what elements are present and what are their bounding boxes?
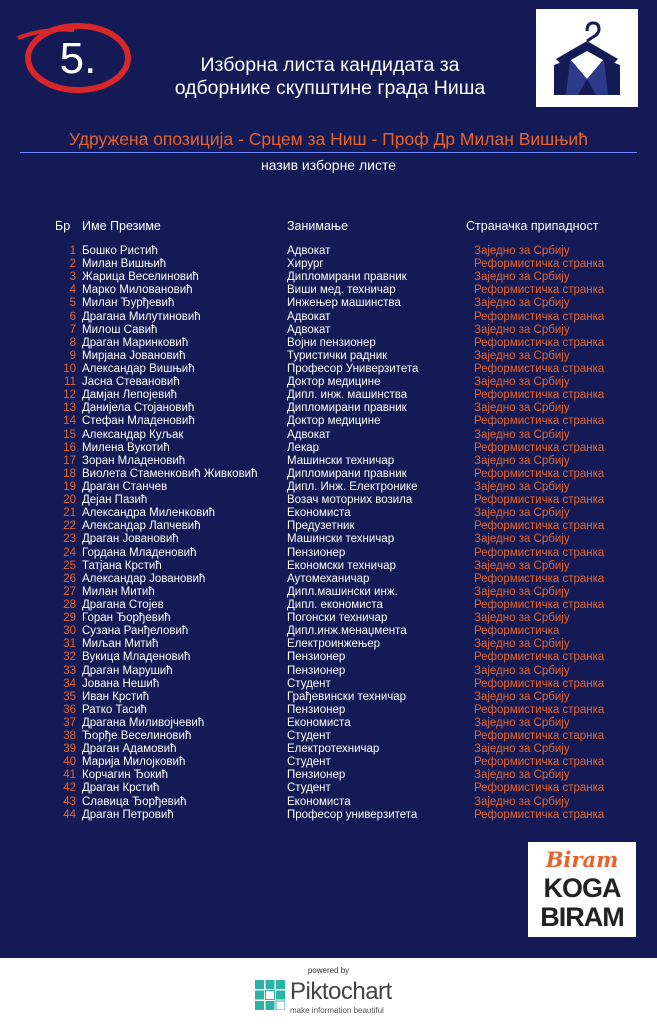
powered-by-text: powered by xyxy=(307,966,350,975)
candidate-row xyxy=(0,311,657,324)
candidate-party: Заједно за Србију xyxy=(474,716,570,729)
candidate-occupation: Машински техничар xyxy=(287,533,395,546)
candidate-number: 41 xyxy=(63,769,76,782)
candidate-occupation: Машински техничар xyxy=(287,454,395,467)
footer xyxy=(0,958,657,1024)
candidate-name: Драгана Миливојчевић xyxy=(82,716,205,729)
piktochart-logo-icon xyxy=(255,980,285,1010)
candidate-name: Ратко Тасић xyxy=(82,703,147,716)
candidate-occupation: Доктор медицине xyxy=(287,415,381,428)
candidate-row xyxy=(0,455,657,468)
candidate-row xyxy=(0,586,657,599)
list-number-logo xyxy=(14,16,134,96)
candidate-party: Заједно за Србију xyxy=(474,454,570,467)
candidate-row xyxy=(0,494,657,507)
candidate-name: Драган Станчев xyxy=(82,480,168,493)
candidate-number: 30 xyxy=(63,625,76,638)
biram-koga-biram-logo xyxy=(528,842,636,937)
candidate-occupation: Грађевински техничар xyxy=(287,690,407,703)
candidate-list xyxy=(0,245,657,822)
hanger-jacket-icon xyxy=(536,9,638,107)
candidate-party: Заједно за Србију xyxy=(474,769,570,782)
candidate-occupation: Адвокат xyxy=(287,323,331,336)
candidate-party: Заједно за Србију xyxy=(474,559,570,572)
candidate-row xyxy=(0,415,657,428)
candidate-occupation: Економиста xyxy=(287,795,351,808)
candidate-name: Александар Куљак xyxy=(82,428,184,441)
candidate-name: Александар Вишњић xyxy=(82,362,195,375)
candidate-party: Заједно за Србију xyxy=(474,664,570,677)
candidate-name: Драган Маринковић xyxy=(82,336,189,349)
candidate-row xyxy=(0,389,657,402)
column-header-name: Име Презиме xyxy=(82,219,161,233)
candidate-row xyxy=(0,324,657,337)
candidate-occupation: Пензионер xyxy=(287,664,346,677)
candidate-occupation: Адвокат xyxy=(287,245,331,257)
candidate-occupation: Хирург xyxy=(287,258,324,271)
candidate-row xyxy=(0,297,657,310)
candidate-occupation: Дипл.инж.менаџмента xyxy=(287,625,407,638)
candidate-row xyxy=(0,651,657,664)
candidate-occupation: Возач моторних возила xyxy=(287,494,413,507)
candidate-row xyxy=(0,665,657,678)
candidate-name: Милан Митић xyxy=(82,585,155,598)
candidate-row xyxy=(0,612,657,625)
candidate-row xyxy=(0,442,657,455)
piktochart-tagline: make information beautiful xyxy=(290,1006,384,1015)
candidate-number: 17 xyxy=(63,454,76,467)
candidate-occupation: Дипл. инж. машинства xyxy=(287,389,408,402)
candidate-name: Сузана Ранђеловић xyxy=(82,625,189,638)
candidate-number: 33 xyxy=(63,664,76,677)
candidate-party: Заједно за Србију xyxy=(474,402,570,415)
candidate-occupation: Инжењер машинства xyxy=(287,297,401,310)
candidate-party: Заједно за Србију xyxy=(474,480,570,493)
candidate-party: Реформистичка странка xyxy=(474,467,605,480)
candidate-name: Драган Марушић xyxy=(82,664,173,677)
candidate-row xyxy=(0,809,657,822)
candidate-party: Заједно за Србију xyxy=(474,376,570,389)
candidate-number: 19 xyxy=(63,480,76,493)
candidate-row xyxy=(0,481,657,494)
candidate-name: Бошко Ристић xyxy=(82,245,158,257)
candidate-name: Горан Ђорђевић xyxy=(82,612,171,625)
candidate-party: Заједно за Србију xyxy=(474,245,570,257)
candidate-party: Реформистичка странка xyxy=(474,284,605,297)
candidate-party: Реформистичка странка xyxy=(474,362,605,375)
candidate-party: Реформистичка странка xyxy=(474,756,605,769)
candidate-name: Татјана Крстић xyxy=(82,559,162,572)
candidate-party: Реформистичка странка xyxy=(474,677,605,690)
candidate-party: Заједно за Србију xyxy=(474,507,570,520)
candidate-occupation: Виши мед. техничар xyxy=(287,284,396,297)
candidate-number: 7 xyxy=(69,323,76,336)
candidate-party: Заједно за Србију xyxy=(474,428,570,441)
candidate-party: Реформистичка странка xyxy=(474,336,605,349)
candidate-number: 35 xyxy=(63,690,76,703)
candidate-occupation: Професор Универзитета xyxy=(287,362,419,375)
title-line-2: одборнике скупштине града Ниша xyxy=(174,77,486,99)
candidate-number: 26 xyxy=(63,572,76,585)
candidate-occupation: Војни пензионер xyxy=(287,336,376,349)
brand-line-3: BIRAM xyxy=(540,902,624,932)
candidate-name: Стефан Младеновић xyxy=(82,415,195,428)
candidate-row xyxy=(0,599,657,612)
candidate-party: Реформистичка странка xyxy=(474,441,605,454)
column-header-number: Бр xyxy=(55,219,71,233)
candidate-name: Ђорђе Веселиновић xyxy=(82,730,192,743)
candidate-name: Јасна Стевановић xyxy=(82,376,180,389)
candidate-row xyxy=(0,730,657,743)
candidate-name: Зоран Младеновић xyxy=(82,454,186,467)
candidate-name: Жарица Веселиновић xyxy=(82,271,199,284)
candidate-name: Драган Крстић xyxy=(82,782,160,795)
candidate-name: Драгана Стојев xyxy=(82,598,164,611)
electoral-list-name: Удружена опозиција - Срцем за Ниш - Проф Др Милан Вишњић xyxy=(69,129,588,149)
candidate-party: Заједно за Србију xyxy=(474,585,570,598)
candidate-number: 39 xyxy=(63,743,76,756)
candidate-number: 12 xyxy=(63,389,76,402)
brand-line-2: KOGA xyxy=(543,873,621,903)
candidate-name: Данијела Стојановић xyxy=(82,402,195,415)
candidate-occupation: Студент xyxy=(287,730,331,743)
divider xyxy=(20,152,637,153)
candidate-party: Реформистичка странка xyxy=(474,310,605,323)
candidate-party: Заједно за Србију xyxy=(474,795,570,808)
candidate-number: 23 xyxy=(63,533,76,546)
candidate-name: Вукица Младеновић xyxy=(82,651,191,664)
candidate-row xyxy=(0,560,657,573)
column-header-occupation: Занимање xyxy=(287,219,349,233)
candidate-party: Заједно за Србију xyxy=(474,533,570,546)
candidate-row xyxy=(0,337,657,350)
candidate-number: 32 xyxy=(63,651,76,664)
candidate-name: Дејан Пазић xyxy=(82,494,148,507)
candidate-name: Драган Петровић xyxy=(82,808,174,821)
candidate-name: Александар Јовановић xyxy=(82,572,206,585)
candidate-name: Драган Јовановић xyxy=(82,533,179,546)
candidate-number: 2 xyxy=(69,258,76,271)
candidate-name: Драгана Милутиновић xyxy=(82,310,201,323)
candidate-number: 43 xyxy=(63,795,76,808)
candidate-name: Милан Ђурђевић xyxy=(82,297,175,310)
candidate-row xyxy=(0,520,657,533)
candidate-number: 16 xyxy=(63,441,76,454)
candidate-occupation: Економиста xyxy=(287,507,351,520)
candidate-number: 21 xyxy=(63,507,76,520)
candidate-name: Милан Вишњић xyxy=(82,258,167,271)
candidate-row xyxy=(0,573,657,586)
candidate-occupation: Пензионер xyxy=(287,546,346,559)
candidate-occupation: Дипл. економиста xyxy=(287,598,383,611)
candidate-number: 38 xyxy=(63,730,76,743)
page-title xyxy=(140,54,520,100)
candidate-occupation: Туристички радник xyxy=(287,349,388,362)
candidate-occupation: Дипломирани правник xyxy=(287,402,407,415)
candidate-row xyxy=(0,782,657,795)
candidate-row xyxy=(0,258,657,271)
candidate-row xyxy=(0,533,657,546)
candidate-occupation: Дипломирани правник xyxy=(287,467,407,480)
candidate-occupation: Економски техничар xyxy=(287,559,396,572)
candidate-occupation: Доктор медицине xyxy=(287,376,381,389)
candidate-occupation: Професор универзитета xyxy=(287,808,418,821)
candidate-row xyxy=(0,271,657,284)
candidate-row xyxy=(0,402,657,415)
candidate-number: 5 xyxy=(69,297,76,310)
candidate-party: Заједно за Србију xyxy=(474,271,570,284)
candidate-name: Марија Милојковић xyxy=(82,756,186,769)
candidate-occupation: Лекар xyxy=(287,441,320,454)
candidate-occupation: Дипломирани правник xyxy=(287,271,407,284)
candidate-party: Реформистичка старнка xyxy=(474,730,605,743)
candidate-party: Реформистичка xyxy=(474,625,560,638)
candidate-number: 22 xyxy=(63,520,76,533)
candidate-occupation: Електроинжењер xyxy=(287,638,380,651)
candidate-row xyxy=(0,625,657,638)
title-line-1: Изборна листа кандидата за xyxy=(200,54,460,76)
candidate-number: 40 xyxy=(63,756,76,769)
candidate-number: 18 xyxy=(63,467,76,480)
candidate-party: Реформистичка странка xyxy=(474,494,605,507)
candidate-name: Александра Миленковић xyxy=(82,507,216,520)
candidate-row xyxy=(0,376,657,389)
brand-line-1: Biram xyxy=(545,847,619,872)
candidate-row xyxy=(0,704,657,717)
candidate-number: 24 xyxy=(63,546,76,559)
candidate-number: 29 xyxy=(63,612,76,625)
candidate-occupation: Аутомеханичар xyxy=(287,572,370,585)
candidate-name: Гордана Младеновић xyxy=(82,546,197,559)
candidate-name: Александар Лапчевић xyxy=(82,520,201,533)
candidate-name: Милош Савић xyxy=(82,323,158,336)
candidate-name: Мирјана Јовановић xyxy=(82,349,186,362)
candidate-occupation: Дипл. Инж. Електронике xyxy=(287,480,418,493)
candidate-row xyxy=(0,717,657,730)
candidate-number: 4 xyxy=(69,284,76,297)
hanger-badge xyxy=(536,9,638,107)
list-name-caption: назив изборне листе xyxy=(260,157,397,173)
candidate-row xyxy=(0,468,657,481)
candidate-number: 13 xyxy=(63,402,76,415)
candidate-row xyxy=(0,769,657,782)
candidate-occupation: Електротехничар xyxy=(287,743,380,756)
candidate-party: Реформистичка странка xyxy=(474,258,605,271)
candidate-number: 25 xyxy=(63,559,76,572)
candidate-party: Заједно за Србију xyxy=(474,638,570,651)
candidate-occupation: Адвокат xyxy=(287,428,331,441)
piktochart-link[interactable] xyxy=(255,978,405,1018)
candidate-party: Заједно за Србију xyxy=(474,323,570,336)
candidate-row xyxy=(0,743,657,756)
candidate-party: Реформистичка странка xyxy=(474,389,605,402)
candidate-party: Реформистичка странка xyxy=(474,651,605,664)
candidate-number: 28 xyxy=(63,598,76,611)
candidate-row xyxy=(0,284,657,297)
candidate-occupation: Погонски техничар xyxy=(287,612,388,625)
candidate-party: Реформистичка странка xyxy=(474,808,605,821)
candidate-name: Славица Ђорђевић xyxy=(82,795,187,808)
candidate-name: Виолета Стаменковић Живковић xyxy=(82,467,258,480)
candidate-occupation: Адвокат xyxy=(287,310,331,323)
candidate-number: 14 xyxy=(63,415,76,428)
column-header-party: Страначка припадност xyxy=(466,219,599,233)
candidate-row xyxy=(0,691,657,704)
candidate-party: Реформистичка странка xyxy=(474,598,605,611)
candidate-name: Дамјан Лепојевић xyxy=(82,389,178,402)
candidate-number: 27 xyxy=(63,585,76,598)
candidate-row xyxy=(0,507,657,520)
candidate-party: Заједно за Србију xyxy=(474,690,570,703)
candidate-name: Корчагин Ђокић xyxy=(82,769,168,782)
candidate-number: 34 xyxy=(63,677,76,690)
candidate-party: Реформистичка странка xyxy=(474,415,605,428)
candidate-row xyxy=(0,756,657,769)
candidate-number: 31 xyxy=(63,638,76,651)
candidate-occupation: Дипл.машински инж. xyxy=(287,585,398,598)
candidate-occupation: Пензионер xyxy=(287,769,346,782)
list-number: 5. xyxy=(59,34,97,83)
piktochart-logo-text: Piktochart xyxy=(290,978,392,1005)
candidate-number: 11 xyxy=(64,376,76,389)
candidate-name: Иван Крстић xyxy=(82,690,150,703)
candidate-number: 6 xyxy=(69,310,76,323)
candidate-number: 20 xyxy=(63,494,76,507)
candidate-party: Заједно за Србију xyxy=(474,349,570,362)
candidate-occupation: Предузетник xyxy=(287,520,355,533)
candidate-row xyxy=(0,429,657,442)
candidate-row xyxy=(0,350,657,363)
candidate-occupation: Економиста xyxy=(287,716,351,729)
candidate-name: Марко Миловановић xyxy=(82,284,193,297)
red-ring-icon xyxy=(14,16,134,96)
candidate-name: Миљан Митић xyxy=(82,638,159,651)
candidate-party: Заједно за Србију xyxy=(474,743,570,756)
candidate-row xyxy=(0,678,657,691)
candidate-occupation: Студент xyxy=(287,756,331,769)
candidate-party: Реформистичка странка xyxy=(474,520,605,533)
candidate-party: Реформистичка странка xyxy=(474,782,605,795)
candidate-number: 15 xyxy=(63,428,76,441)
candidate-number: 8 xyxy=(69,336,76,349)
candidate-name: Јована Нешић xyxy=(82,677,160,690)
candidate-name: Милена Вукотић xyxy=(82,441,170,454)
candidate-row xyxy=(0,796,657,809)
candidate-party: Заједно за Србију xyxy=(474,612,570,625)
candidate-number: 9 xyxy=(69,349,76,362)
candidate-number: 10 xyxy=(63,362,76,375)
candidate-occupation: Студент xyxy=(287,677,331,690)
candidate-party: Заједно за Србију xyxy=(474,297,570,310)
candidate-number: 37 xyxy=(63,716,76,729)
candidate-occupation: Пензионер xyxy=(287,703,346,716)
candidate-number: 42 xyxy=(63,782,76,795)
candidate-row xyxy=(0,547,657,560)
candidate-row xyxy=(0,245,657,258)
candidate-number: 1 xyxy=(69,245,76,257)
candidate-number: 3 xyxy=(69,271,76,284)
candidate-party: Реформистичка странка xyxy=(474,703,605,716)
candidate-occupation: Студент xyxy=(287,782,331,795)
candidate-number: 44 xyxy=(63,808,76,821)
candidate-row xyxy=(0,363,657,376)
candidate-number: 36 xyxy=(63,703,76,716)
candidate-name: Драган Адамовић xyxy=(82,743,177,756)
candidate-party: Реформистичка странка xyxy=(474,572,605,585)
candidate-party: Реформистичка странка xyxy=(474,546,605,559)
candidate-occupation: Пензионер xyxy=(287,651,346,664)
candidate-row xyxy=(0,638,657,651)
